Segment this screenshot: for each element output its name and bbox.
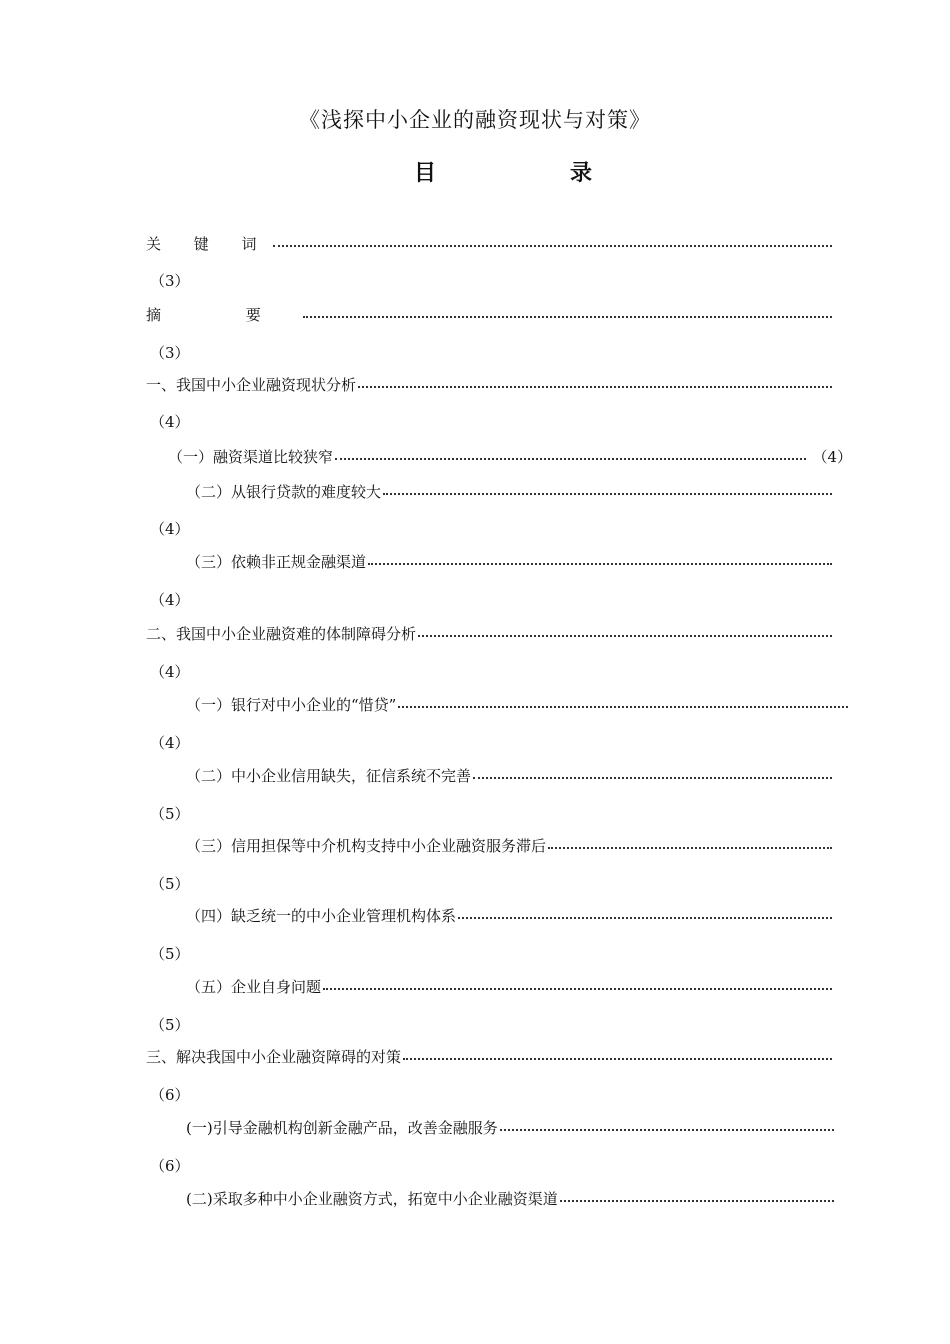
toc-entry-section-1-2[interactable] xyxy=(186,481,832,503)
toc-entry-page: （5） xyxy=(150,875,190,893)
toc-entry-abstract[interactable] xyxy=(146,304,832,326)
toc-entry-label: （四）缺乏统一的中小企业管理机构体系 xyxy=(186,907,457,925)
toc-entry-page: （5） xyxy=(150,1016,190,1034)
dot-leader xyxy=(500,1129,834,1131)
toc-entry-section-2-3[interactable] xyxy=(186,835,832,857)
toc-entry-section-1-3[interactable] xyxy=(186,551,832,573)
toc-entry-section-2-2[interactable] xyxy=(186,765,832,787)
document-title: 《浅探中小企业的融资现状与对策》 xyxy=(299,108,651,132)
toc-entry-page: （3） xyxy=(150,272,190,290)
dot-leader xyxy=(383,493,832,495)
toc-entry-page: （4） xyxy=(812,448,852,466)
dot-leader xyxy=(458,917,832,919)
toc-entry-label: 关 键 词 xyxy=(146,235,271,253)
toc-entry-page: （4） xyxy=(150,734,190,752)
toc-entry-label: （一）银行对中小企业的“惜贷” xyxy=(186,696,397,714)
toc-entry-label: （二）从银行贷款的难度较大 xyxy=(186,483,382,501)
toc-entry-page: （5） xyxy=(150,945,190,963)
dot-leader xyxy=(560,1200,834,1202)
toc-entry-section-1[interactable] xyxy=(146,374,832,396)
dot-leader xyxy=(358,386,832,388)
dot-leader xyxy=(368,563,832,565)
dot-leader xyxy=(323,988,832,990)
toc-entry-section-2[interactable] xyxy=(146,623,832,645)
toc-entry-page: （4） xyxy=(150,663,190,681)
dot-leader xyxy=(335,458,806,460)
toc-entry-page: （6） xyxy=(150,1157,190,1175)
dot-leader xyxy=(273,245,832,247)
toc-entry-label: （三）信用担保等中介机构支持中小企业融资服务滞后 xyxy=(186,837,547,855)
toc-entry-page: （4） xyxy=(150,413,190,431)
dot-leader xyxy=(398,706,848,708)
toc-entry-page: （6） xyxy=(150,1086,190,1104)
toc-entry-section-1-1[interactable] xyxy=(168,446,852,468)
toc-entry-section-3[interactable] xyxy=(146,1046,832,1068)
toc-entry-page: （5） xyxy=(150,805,190,823)
dot-leader xyxy=(473,777,832,779)
toc-entry-label: （二）中小企业信用缺失，征信系统不完善 xyxy=(186,767,472,785)
toc-entry-page: （4） xyxy=(150,520,190,538)
toc-entry-label: 摘 要 xyxy=(146,306,301,324)
toc-entry-section-2-5[interactable] xyxy=(186,976,832,998)
toc-entry-section-2-1[interactable] xyxy=(186,694,848,716)
toc-entry-page: （3） xyxy=(150,344,190,362)
toc-entry-label: (一)引导金融机构创新金融产品，改善金融服务 xyxy=(186,1119,498,1137)
toc-entry-section-3-2[interactable] xyxy=(186,1188,834,1210)
toc-entry-label: （五）企业自身问题 xyxy=(186,978,322,996)
toc-heading-char-1: 目 xyxy=(414,160,437,186)
dot-leader xyxy=(548,847,832,849)
toc-entry-keywords[interactable] xyxy=(146,233,832,255)
toc-entry-label: (二)采取多种中小企业融资方式，拓宽中小企业融资渠道 xyxy=(186,1190,558,1208)
toc-entry-section-3-1[interactable] xyxy=(186,1117,834,1139)
toc-entry-section-2-4[interactable] xyxy=(186,905,832,927)
dot-leader xyxy=(403,1058,832,1060)
toc-heading-char-2: 录 xyxy=(570,160,593,186)
toc-entry-label: 二、我国中小企业融资难的体制障碍分析 xyxy=(146,625,417,643)
toc-entry-label: （一）融资渠道比较狭窄 xyxy=(168,448,334,466)
dot-leader xyxy=(303,316,832,318)
toc-entry-page: （4） xyxy=(150,591,190,609)
toc-entry-label: （三）依赖非正规金融渠道 xyxy=(186,553,367,571)
toc-entry-label: 三、解决我国中小企业融资障碍的对策 xyxy=(146,1048,402,1066)
toc-entry-label: 一、我国中小企业融资现状分析 xyxy=(146,376,357,394)
dot-leader xyxy=(418,635,832,637)
